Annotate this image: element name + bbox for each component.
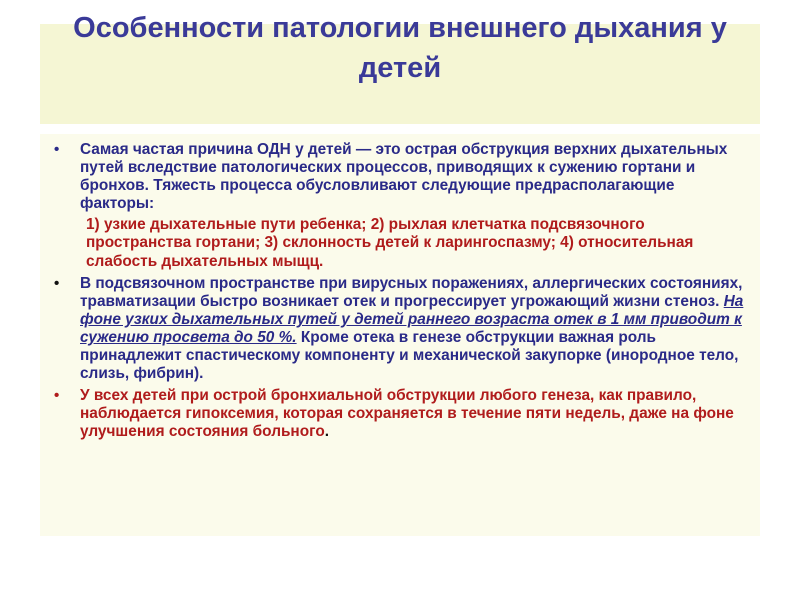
bullet-item-causes — [48, 141, 748, 271]
bullet-text: У всех детей при острой бронхиальной обструкции любого генеза, как правило, наблюдается гипоксемия, которая сохраняется в течение пяти недель, даже на фоне улучшения состояния больного — [80, 387, 734, 441]
bullet-text: В подсвязочном пространстве при вирусных поражениях, аллергических состояниях, травматизации быстро возникает отек и прогрессирует угрожающий жизни стеноз. — [80, 274, 743, 310]
bullet-item-subglottic — [48, 275, 748, 384]
slide-title: Особенности патологии внешнего дыхания у детей — [73, 12, 727, 84]
bullet-dot: • — [54, 274, 60, 292]
bullet-dot: • — [54, 387, 60, 405]
bullet-text: Самая частая причина ОДН у детей — это острая обструкция верхних дыхательных путей вследствие патологических процессов, приводящих к сужению гортани и бронхов. Тяжесть процесса обусловливают следующие предрасполагающие факторы: — [80, 141, 728, 213]
factors-list: 1) узкие дыхательные пути ребенка; 2) рыхлая клетчатка подсвязочного пространства гортани; 3) склонность детей к ларингоспазму; 4) относительная слабость дыхательных мыщц. — [86, 216, 694, 270]
bullet-dot: • — [54, 141, 60, 158]
emphasis-text: На фоне узких дыхательных путей у детей раннего возраста отек в 1 мм приводит к сужению просвета до 50 %. — [80, 292, 744, 346]
end-mark: . — [324, 423, 330, 441]
bullet-paragraph — [80, 387, 748, 441]
bullet-paragraph — [80, 275, 748, 384]
bullet-list — [48, 141, 748, 442]
bullet-text-after: Кроме отека в генезе обструкции важная роль принадлежит спастическому компоненту и механической закупорке (инородное тело, слизь, фибрин). — [80, 328, 739, 383]
bullet-item-hypoxemia — [48, 387, 748, 441]
